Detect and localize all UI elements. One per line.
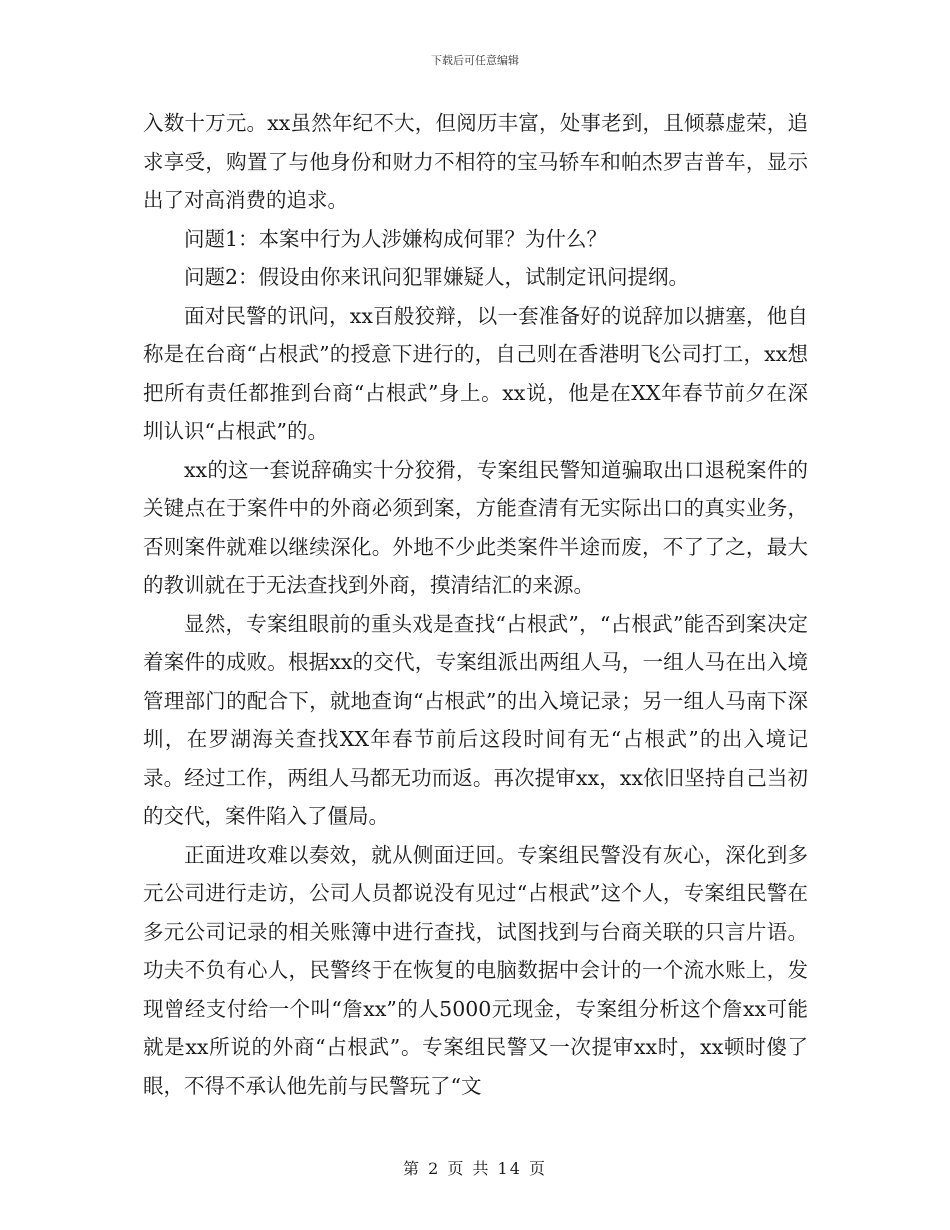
paragraph-7: 正面进攻难以奏效，就从侧面迂回。专案组民警没有灰心，深化到多元公司进行走访，公司人员都说没有见过“占根武”这个人，专案组民警在多元公司记录的相关账簿中进行查找，试图找到与台商关联的只言片语。功夫不负有心人，民警终于在恢复的电脑数据中会计的一个流水账上，发现曾经支付给一个叫“詹xx”的人5000元现金，专案组分析这个詹xx可能就是xx所说的外商“占根武”。专案组民警又一次提审xx时，xx顿时傻了眼，不得不承认他先前与民警玩了“文: [143, 842, 808, 1098]
page-header-note: 下载后可任意编辑: [431, 54, 519, 67]
paragraph-4: 面对民警的讯问，xx百般狡辩，以一套准备好的说辞加以搪塞，他自称是在台商“占根武”的授意下进行的，自己则在香港明飞公司打工，xx想把所有责任都推到台商“占根武”身上。xx说，他是在XX年春节前夕在深圳认识“占根武”的。: [143, 303, 808, 443]
paragraph-question-1: 问题1：本案中行为人涉嫌构成何罪？为什么？: [184, 226, 608, 251]
paragraph-6: 显然，专案组眼前的重头戏是查找“占根武”，“占根武”能否到案决定着案件的成败。根据xx的交代，专案组派出两组人马，一组人马在出入境管理部门的配合下，就地查询“占根武”的出入境记录；另一组人马南下深圳，在罗湖海关查找XX年春节前后这段时间有无“占根武”的出入境记录。经过工作，两组人马都无功而返。再次提审xx，xx依旧坚持自己当初的交代，案件陷入了僵局。: [143, 611, 808, 828]
page-number: 第 2 页 共 14 页: [403, 1159, 547, 1178]
paragraph-5: xx的这一套说辞确实十分狡猾，专案组民警知道骗取出口退税案件的关键点在于案件中的外商必须到案，方能查清有无实际出口的真实业务，否则案件就难以继续深化。外地不少此类案件半途而废，不了了之，最大的教训就在于无法查找到外商，摸清结汇的来源。: [143, 457, 808, 597]
document-body: [143, 104, 808, 1105]
paragraph-1: 入数十万元。xx虽然年纪不大，但阅历丰富，处事老到，且倾慕虚荣，追求享受，购置了与他身份和财力不相符的宝马轿车和帕杰罗吉普车，显示出了对高消费的追求。: [143, 111, 808, 212]
paragraph-question-2: 问题2：假设由你来讯问犯罪嫌疑人，试制定讯问提纲。: [184, 265, 690, 289]
